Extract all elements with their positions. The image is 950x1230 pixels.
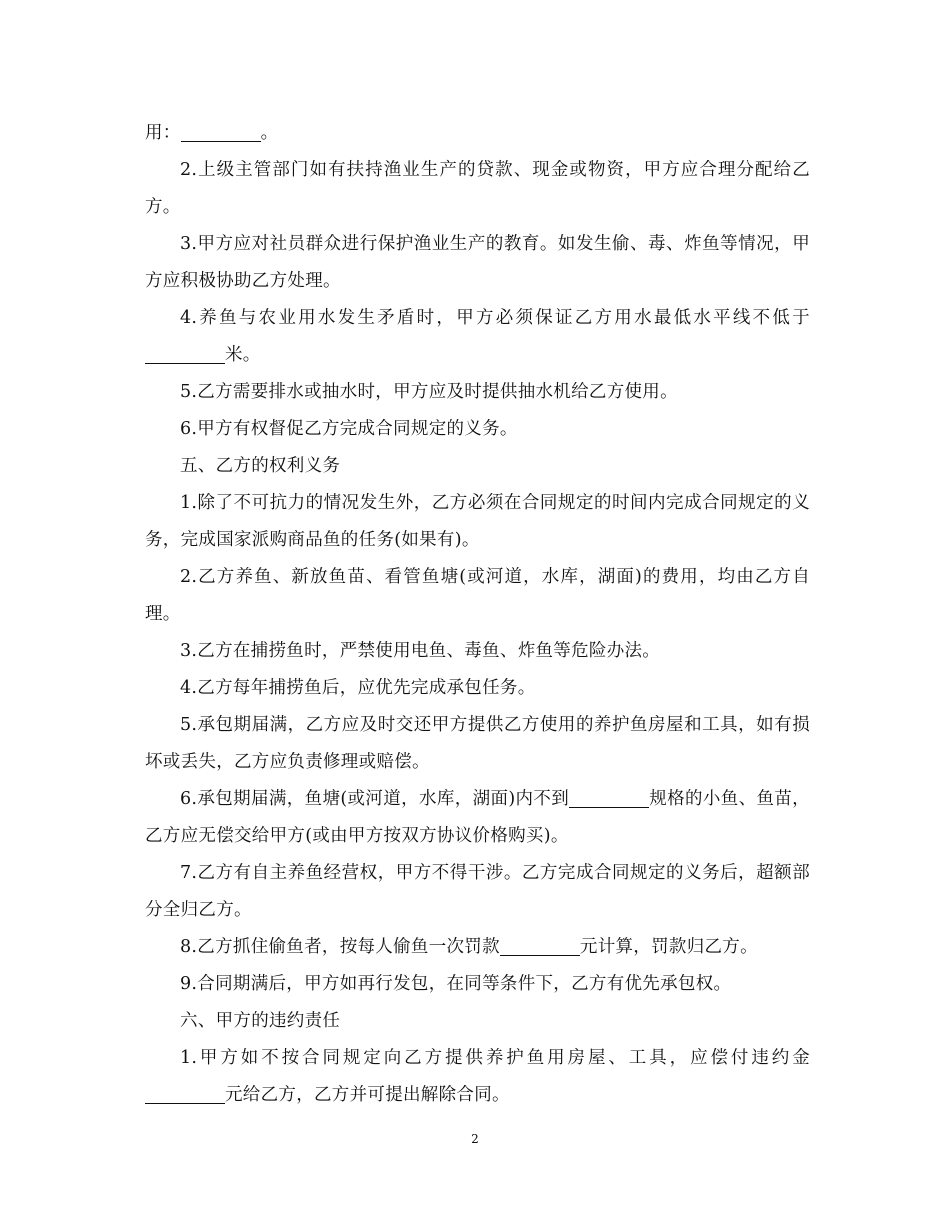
paragraph-text: 元给乙方，乙方并可提出解除合同。 xyxy=(225,1085,510,1105)
contract-paragraph xyxy=(145,374,810,411)
paragraph-text: 2.上级主管部门如有扶持渔业生产的贷款、现金或物资，甲方应合理分配给乙方。 xyxy=(145,160,810,217)
fill-in-blank xyxy=(181,123,261,142)
contract-paragraph xyxy=(145,1040,810,1114)
page-number: 2 xyxy=(471,1132,479,1146)
contract-paragraph xyxy=(145,559,810,633)
fill-in-blank xyxy=(145,1085,225,1104)
paragraph-text: 五、乙方的权利义务 xyxy=(180,456,341,476)
paragraph-text: 规格的小鱼、鱼苗，乙方应无偿交给甲方(或由甲方按双方协议价格购买)。 xyxy=(145,789,810,846)
contract-paragraph xyxy=(145,633,810,670)
contract-paragraph xyxy=(145,115,810,152)
paragraph-text: 。 xyxy=(260,123,279,143)
paragraph-text: 8.乙方抓住偷鱼者，按每人偷鱼一次罚款 xyxy=(180,937,500,957)
fill-in-blank xyxy=(500,937,580,956)
paragraph-text: 1.甲方如不按合同规定向乙方提供养护鱼用房屋、工具，应偿付违约金 xyxy=(180,1048,810,1068)
paragraph-text: 4.乙方每年捕捞鱼后，应优先完成承包任务。 xyxy=(180,678,536,698)
paragraph-text: 1.除了不可抗力的情况发生外，乙方必须在合同规定的时间内完成合同规定的义务，完成国家派购商品鱼的任务(如果有)。 xyxy=(145,493,810,550)
fill-in-blank xyxy=(145,345,225,364)
paragraph-text: 米。 xyxy=(225,345,261,365)
contract-paragraph xyxy=(145,300,810,374)
paragraph-text: 用： xyxy=(145,123,181,143)
contract-paragraph xyxy=(145,485,810,559)
contract-paragraph xyxy=(145,707,810,781)
paragraph-text: 5.乙方需要排水或抽水时，甲方应及时提供抽水机给乙方使用。 xyxy=(180,382,678,402)
contract-paragraph xyxy=(145,152,810,226)
paragraph-text: 6.甲方有权督促乙方完成合同规定的义务。 xyxy=(180,419,518,439)
contract-paragraph xyxy=(145,226,810,300)
paragraph-text: 9.合同期满后，甲方如再行发包，在同等条件下，乙方有优先承包权。 xyxy=(180,974,732,994)
paragraph-text: 6.承包期届满，鱼塘(或河道，水库，湖面)内不到 xyxy=(180,789,570,809)
paragraph-text: 7.乙方有自主养鱼经营权，甲方不得干涉。乙方完成合同规定的义务后，超额部分全归乙方。 xyxy=(145,863,810,920)
paragraph-text: 5.承包期届满，乙方应及时交还甲方提供乙方使用的养护鱼房屋和工具，如有损坏或丢失，乙方应负责修理或赔偿。 xyxy=(145,715,810,772)
contract-paragraph xyxy=(145,855,810,929)
contract-paragraph xyxy=(145,1003,810,1040)
paragraph-text: 4.养鱼与农业用水发生矛盾时，甲方必须保证乙方用水最低水平线不低于 xyxy=(180,308,810,328)
paragraph-text: 2.乙方养鱼、新放鱼苗、看管鱼塘(或河道，水库，湖面)的费用，均由乙方自理。 xyxy=(145,567,810,624)
paragraph-text: 3.甲方应对社员群众进行保护渔业生产的教育。如发生偷、毒、炸鱼等情况，甲方应积极协助乙方处理。 xyxy=(145,234,810,291)
contract-paragraph xyxy=(145,670,810,707)
contract-body xyxy=(145,115,810,1114)
contract-paragraph xyxy=(145,966,810,1003)
contract-paragraph xyxy=(145,929,810,966)
paragraph-text: 六、甲方的违约责任 xyxy=(180,1011,341,1031)
fill-in-blank xyxy=(569,789,649,808)
contract-paragraph xyxy=(145,781,810,855)
contract-paragraph xyxy=(145,448,810,485)
paragraph-text: 元计算，罚款归乙方。 xyxy=(579,937,758,957)
contract-paragraph xyxy=(145,411,810,448)
paragraph-text: 3.乙方在捕捞鱼时，严禁使用电鱼、毒鱼、炸鱼等危险办法。 xyxy=(180,641,661,661)
